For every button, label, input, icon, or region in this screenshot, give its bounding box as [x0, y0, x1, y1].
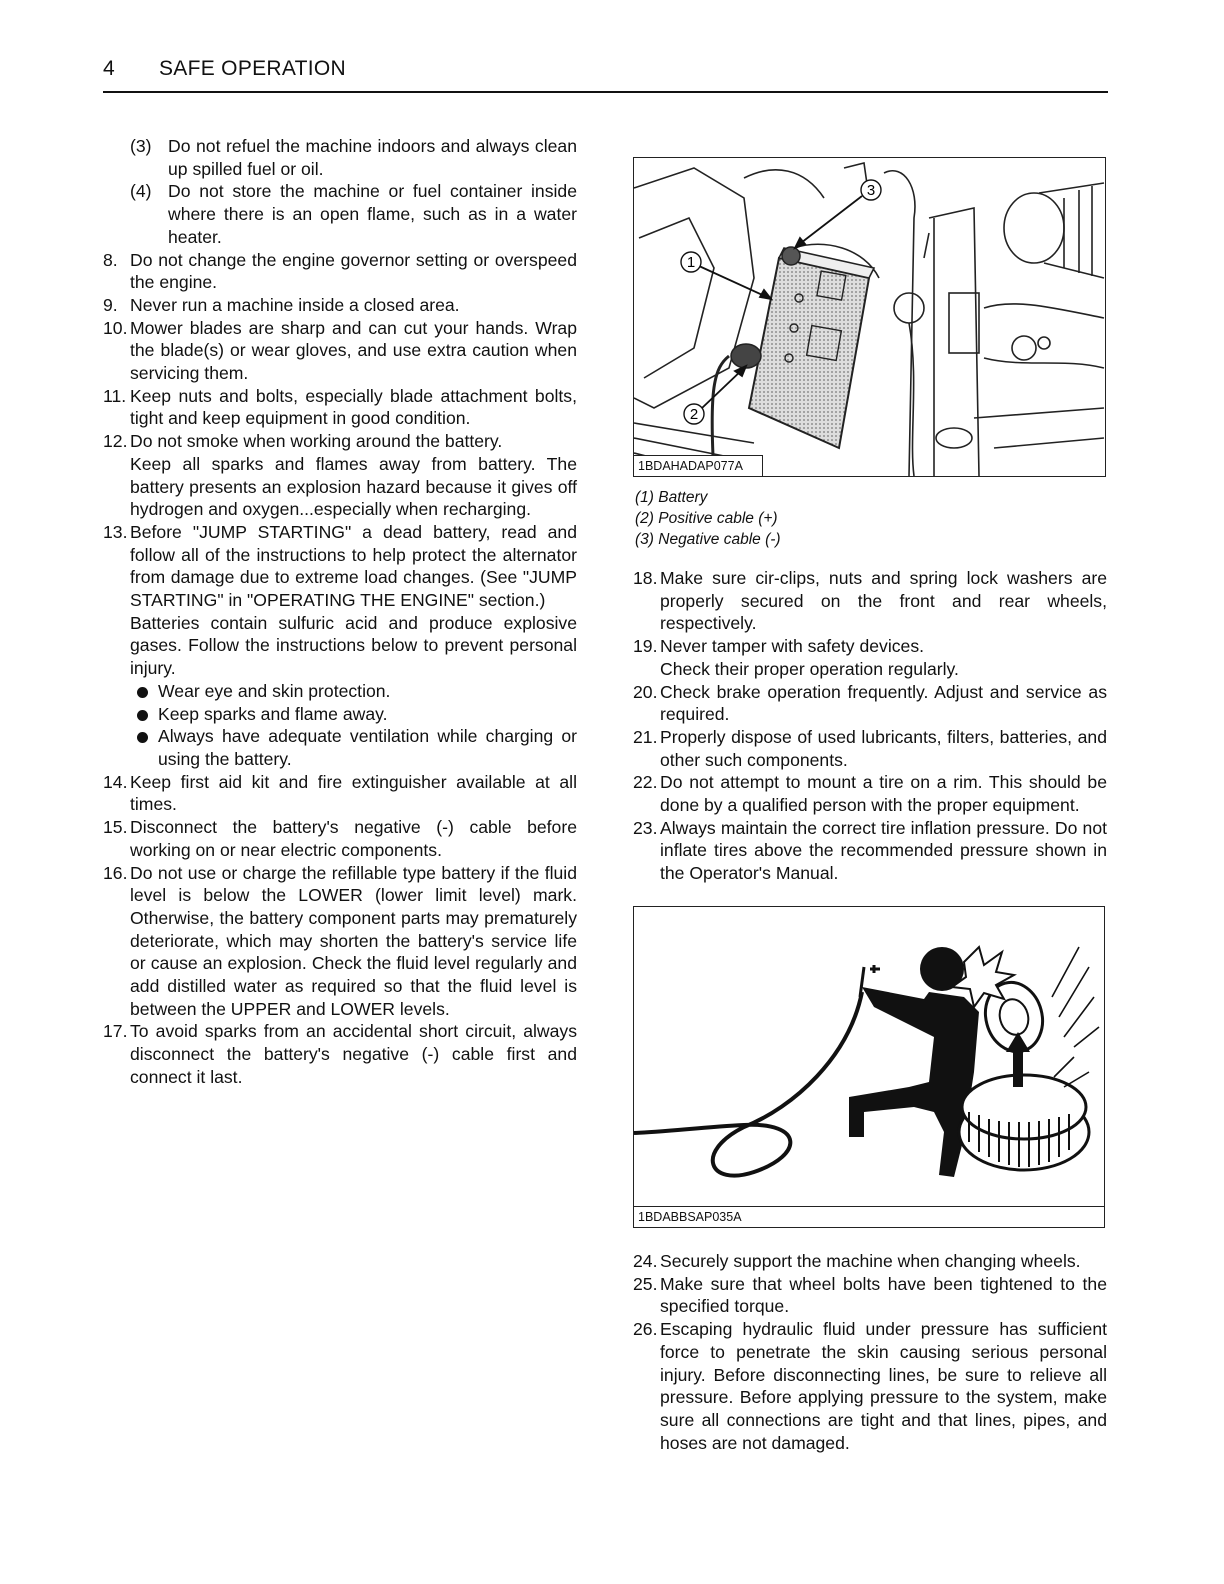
- caption: (3) Negative cable (-): [635, 531, 781, 548]
- list-item: (3) Do not refuel the machine indoors and always clean up spilled fuel or oil.: [130, 136, 577, 179]
- bullet-icon: [137, 687, 148, 698]
- callout-2: 2: [689, 406, 699, 423]
- list-item: 25. Make sure that wheel bolts have been tightened to the specified torque.: [633, 1273, 1107, 1317]
- list-item: 11. Keep nuts and bolts, especially blade attachment bolts, tight and keep equipment in good condition.: [103, 385, 577, 429]
- section-title: SAFE OPERATION: [159, 57, 347, 80]
- list-item: 10. Mower blades are sharp and can cut your hands. Wrap the blade(s) or wear gloves, and use extra caution when servicing them.: [103, 317, 577, 384]
- figure-code: 1BDAHADAP077A: [638, 459, 743, 473]
- list-item: 13. Before "JUMP STARTING" a dead battery, read and follow all of the instructions to help protect the alternator from damage due to extreme load changes. (See "JUMP STARTING" in "OPERATING THE ENGINE" section.): [103, 521, 577, 611]
- figure-captions: [635, 487, 781, 550]
- list-item: 9. Never run a machine inside a closed area.: [103, 294, 460, 315]
- list-item: 17. To avoid sparks from an accidental short circuit, always disconnect the battery's negative (-) cable first and connect it last.: [103, 1021, 577, 1087]
- caption: (2) Positive cable (+): [635, 510, 778, 527]
- figure-code: 1BDABBSAP035A: [638, 1210, 742, 1224]
- right-column-upper: [633, 567, 1107, 885]
- battery-illustration: [634, 158, 1105, 476]
- list-item: 14. Keep first aid kit and fire extinguisher available at all times.: [103, 771, 577, 815]
- tire-explosion-illustration: [634, 907, 1104, 1227]
- list-item: 22. Do not attempt to mount a tire on a rim. This should be done by a qualified person with the proper equipment.: [633, 772, 1107, 816]
- list-item: 24. Securely support the machine when changing wheels.: [633, 1251, 1081, 1271]
- caption: (1) Battery: [635, 489, 708, 506]
- paragraph: Check their proper operation regularly.: [660, 658, 959, 679]
- bullet-icon: [137, 710, 148, 721]
- list-item: 16. Do not use or charge the refillable type battery if the fluid level is below the LOWER (lower limit level) mark. Otherwise, the battery component parts may prematurely deteriorate, which may shorten the battery's service life or cause an explosion. Check the fluid level regularly and add distilled water as required so that the fluid level is between the UPPER and LOWER levels.: [103, 862, 577, 1019]
- battery-figure: [633, 157, 1106, 477]
- list-item: 26. Escaping hydraulic fluid under pressure has sufficient force to penetrate the skin causing serious personal injury. Before disconnecting lines, be sure to relieve all pressure. Before applying pressure to the system, make sure all connections are tight and that lines, pipes, and hoses are not damaged.: [633, 1319, 1107, 1453]
- list-item: (4) Do not store the machine or fuel container inside where there is an open flame, such as in a water heater.: [130, 181, 577, 247]
- callout-3: 3: [866, 182, 876, 199]
- right-column-lower: [633, 1250, 1107, 1454]
- bullet-item: Always have adequate ventilation while charging or using the battery.: [103, 725, 577, 770]
- page-number: 4: [103, 57, 115, 80]
- paragraph: Batteries contain sulfuric acid and produce explosive gases. Follow the instructions below to prevent personal injury.: [130, 612, 577, 679]
- tire-explosion-figure: [633, 906, 1105, 1228]
- bullet-item: Wear eye and skin protection.: [103, 680, 577, 703]
- list-item: 19. Never tamper with safety devices.: [633, 636, 925, 657]
- page-header: [103, 55, 1108, 93]
- list-item: 8. Do not change the engine governor setting or overspeed the engine.: [103, 249, 577, 293]
- list-item: 18. Make sure cir-clips, nuts and spring lock washers are properly secured on the front and rear wheels, respectively.: [633, 568, 1107, 634]
- left-column: [103, 135, 577, 1089]
- list-item: 21. Properly dispose of used lubricants, filters, batteries, and other such components.: [633, 726, 1107, 770]
- bullet-item: Keep sparks and flame away.: [103, 703, 577, 726]
- callout-1: 1: [686, 254, 696, 271]
- paragraph: Keep all sparks and flames away from battery. The battery presents an explosion hazard because it gives off hydrogen and oxygen...especially when recharging.: [130, 453, 577, 520]
- list-item: 15. Disconnect the battery's negative (-) cable before working on or near electric components.: [103, 817, 577, 860]
- list-item: 23. Always maintain the correct tire inflation pressure. Do not inflate tires above the recommended pressure shown in the Operator's Manual.: [633, 817, 1107, 884]
- list-item: 20. Check brake operation frequently. Adjust and service as required.: [633, 681, 1107, 725]
- list-item: 12. Do not smoke when working around the battery.: [103, 431, 503, 452]
- bullet-icon: [137, 732, 148, 743]
